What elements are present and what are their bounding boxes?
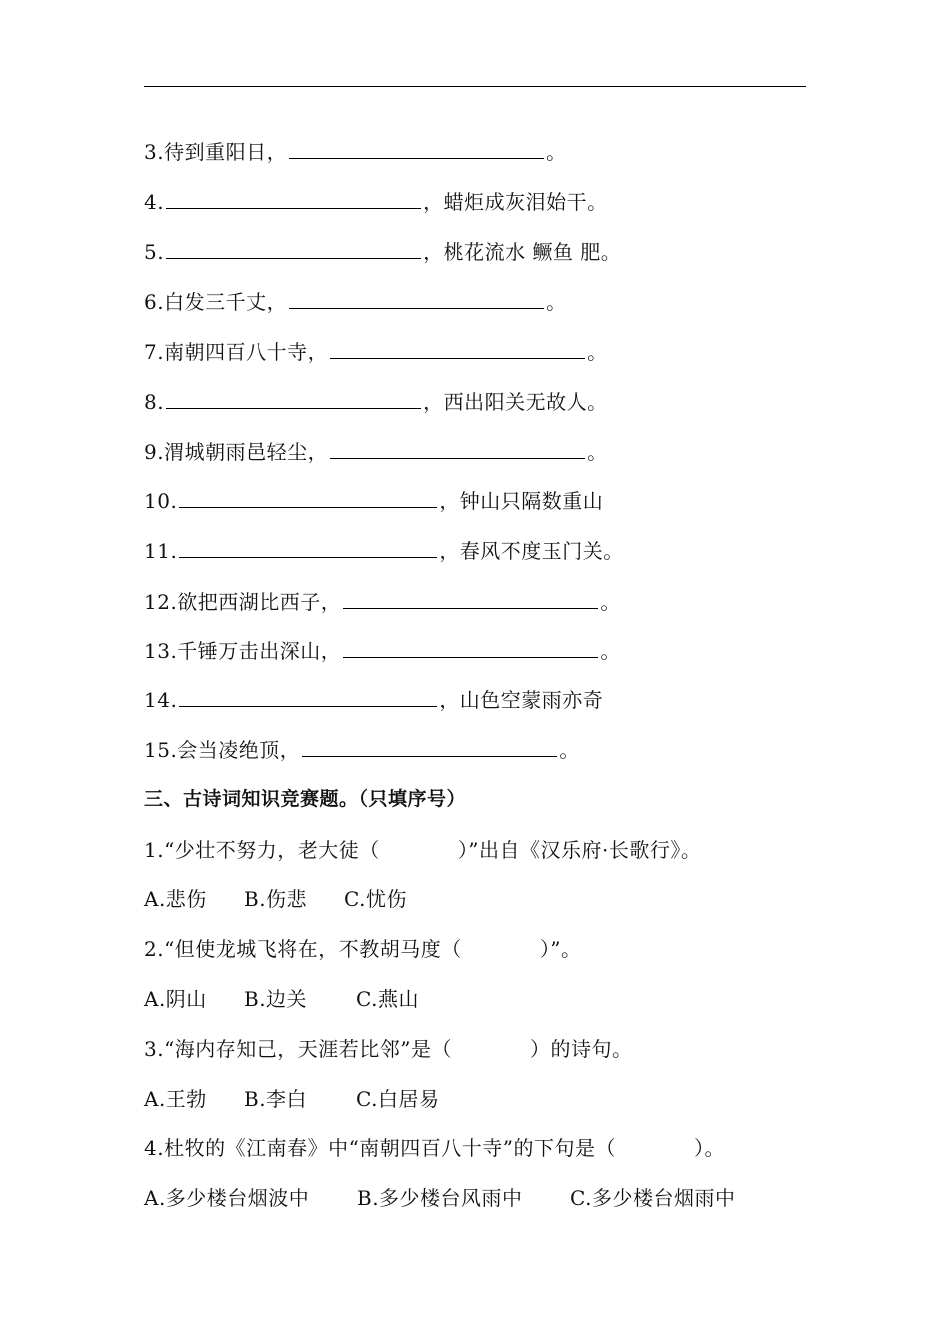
question-text: 3.“海内存知己，天涯若比邻”是（ <box>144 1037 453 1061</box>
fill-item-suffix: 。 <box>587 440 608 464</box>
fill-item-9 <box>144 438 608 466</box>
answer-blank[interactable] <box>343 637 598 658</box>
option-a[interactable]: A.王勃 <box>144 1087 207 1111</box>
options-3 <box>144 1085 439 1113</box>
question-text: 2.“但使龙城飞将在，不教胡马度（ <box>144 937 462 961</box>
question-text-tail: ）”。 <box>539 937 582 961</box>
fill-item-suffix: ，蜡炬成灰泪始干。 <box>423 190 608 214</box>
fill-item-suffix: 。 <box>600 590 621 614</box>
answer-blank[interactable] <box>179 487 437 508</box>
fill-item-prefix: 9.渭城朝雨邑轻尘， <box>144 440 329 464</box>
answer-blank[interactable] <box>330 438 585 459</box>
fill-item-suffix: ，桃花流水 鳜鱼 肥。 <box>423 240 622 264</box>
option-a[interactable]: A.多少楼台烟波中 <box>144 1186 310 1210</box>
fill-item-prefix: 11. <box>144 539 178 563</box>
fill-item-suffix: 。 <box>546 140 567 164</box>
fill-item-prefix: 6.白发三千丈， <box>144 290 288 314</box>
answer-blank[interactable] <box>166 238 421 259</box>
option-c[interactable]: C.忧伤 <box>344 887 407 911</box>
fill-item-12 <box>144 588 621 616</box>
fill-item-suffix: ，钟山只隔数重山 <box>439 489 604 513</box>
question-text: 4.杜牧的《江南春》中“南朝四百八十寺”的下句是（ <box>144 1136 617 1160</box>
option-c[interactable]: C.白居易 <box>356 1087 440 1111</box>
question-1 <box>144 836 701 864</box>
fill-item-suffix: 。 <box>587 340 608 364</box>
question-text-tail: ）”出自《汉乐府·长歌行》。 <box>457 838 702 862</box>
question-3 <box>144 1035 633 1063</box>
fill-item-4 <box>144 188 608 216</box>
fill-item-13 <box>144 637 621 665</box>
option-a[interactable]: A.阴山 <box>144 987 207 1011</box>
fill-item-14 <box>144 686 603 714</box>
answer-blank[interactable] <box>166 188 421 209</box>
fill-item-suffix: ，山色空蒙雨亦奇 <box>439 688 604 712</box>
fill-item-15 <box>144 736 580 764</box>
question-4 <box>144 1134 725 1162</box>
fill-item-suffix: ，春风不度玉门关。 <box>439 539 624 563</box>
fill-item-3 <box>144 138 567 166</box>
fill-item-prefix: 3.待到重阳日， <box>144 140 288 164</box>
option-c[interactable]: C.燕山 <box>356 987 419 1011</box>
answer-blank[interactable] <box>179 537 437 558</box>
option-b[interactable]: B.多少楼台风雨中 <box>357 1186 523 1210</box>
answer-blank[interactable] <box>166 388 421 409</box>
answer-blank[interactable] <box>289 138 544 159</box>
fill-item-6 <box>144 288 567 316</box>
fill-item-8 <box>144 388 608 416</box>
option-a[interactable]: A.悲伤 <box>144 887 207 911</box>
fill-item-prefix: 12.欲把西湖比西子， <box>144 590 342 614</box>
option-b[interactable]: B.李白 <box>244 1087 308 1111</box>
fill-item-5 <box>144 238 621 266</box>
fill-item-suffix: 。 <box>600 639 621 663</box>
fill-item-prefix: 10. <box>144 489 178 513</box>
answer-blank[interactable] <box>302 736 557 757</box>
section-heading: 三、古诗词知识竞赛题。（只填序号） <box>144 788 467 810</box>
question-2 <box>144 935 582 963</box>
header-rule <box>144 86 806 87</box>
answer-blank[interactable] <box>289 288 544 309</box>
options-2 <box>144 985 419 1013</box>
fill-item-11 <box>144 537 624 565</box>
fill-item-suffix: 。 <box>546 290 567 314</box>
question-text-tail: ）的诗句。 <box>530 1037 633 1061</box>
fill-item-prefix: 14. <box>144 688 178 712</box>
fill-item-prefix: 4. <box>144 190 165 214</box>
fill-item-10 <box>144 487 603 515</box>
option-b[interactable]: B.边关 <box>244 987 308 1011</box>
options-4 <box>144 1184 735 1212</box>
fill-item-suffix: 。 <box>559 738 580 762</box>
option-b[interactable]: B.伤悲 <box>244 887 308 911</box>
fill-item-prefix: 5. <box>144 240 165 264</box>
fill-item-prefix: 13.千锤万击出深山， <box>144 639 342 663</box>
question-text: 1.“少壮不努力，老大徒（ <box>144 838 380 862</box>
fill-item-7 <box>144 338 608 366</box>
answer-blank[interactable] <box>343 588 598 609</box>
fill-item-suffix: ，西出阳关无故人。 <box>423 390 608 414</box>
answer-blank[interactable] <box>330 338 585 359</box>
options-1 <box>144 885 407 913</box>
fill-item-prefix: 7.南朝四百八十寺， <box>144 340 329 364</box>
answer-blank[interactable] <box>179 686 437 707</box>
fill-item-prefix: 15.会当凌绝顶， <box>144 738 301 762</box>
fill-item-prefix: 8. <box>144 390 165 414</box>
option-c[interactable]: C.多少楼台烟雨中 <box>570 1186 736 1210</box>
question-text-tail: ）。 <box>694 1136 726 1160</box>
